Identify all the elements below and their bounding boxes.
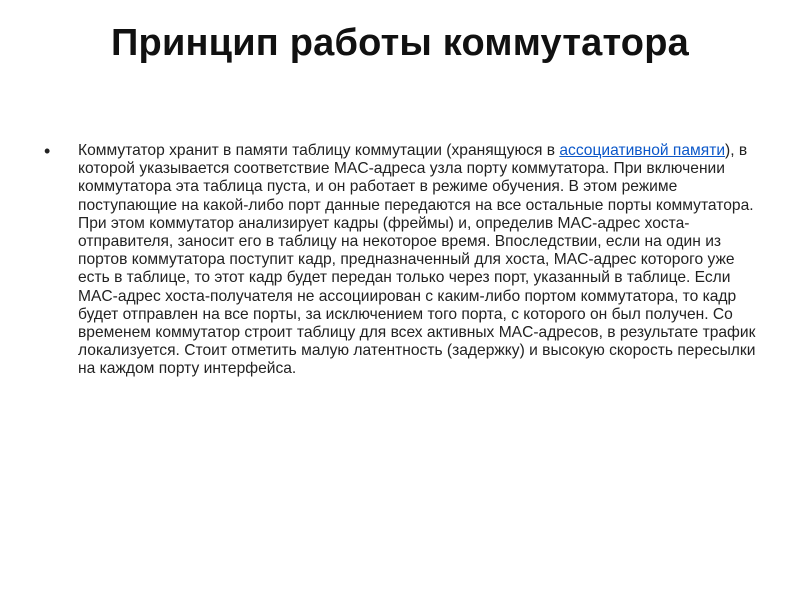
paragraph-text-start: Коммутатор хранит в памяти таблицу коммутации (хранящуюся в	[78, 142, 560, 159]
bullet-paragraph	[78, 142, 756, 379]
bullet-list	[44, 142, 756, 379]
paragraph-text-rest: ), в которой указывается соответствие MAC-адреса узла порту коммутатора. При включении коммутатора эта таблица пуста, и он работает в режиме обучения. В этом режиме поступающие на какой-либо порт данные передаются на все остальные порты коммутатора. При этом коммутатор анализирует кадры (фреймы) и, определив MAC-адрес хоста-отправителя, заносит его в таблицу на некоторое время. Впоследствии, если на один из портов коммутатора поступит кадр, предназначенный для хоста, MAC-адрес которого уже есть в таблице, то этот кадр будет передан только через порт, указанный в таблице. Если MAC-адрес хоста-получателя не ассоциирован с каким-либо портом коммутатора, то кадр будет отправлен на все порты, за исключением того порта, с которого он был получен. Со временем коммутатор строит таблицу для всех активных MAC-адресов, в результате трафик локализуется. Стоит отметить малую латентность (задержку) и высокую скорость пересылки на каждом порту интерфейса.	[78, 142, 756, 378]
bullet-item	[44, 142, 756, 379]
associative-memory-link[interactable]: ассоциативной памяти	[559, 142, 726, 159]
bullet-marker: •	[44, 141, 51, 161]
slide-title: Принцип работы коммутатора	[111, 22, 689, 64]
